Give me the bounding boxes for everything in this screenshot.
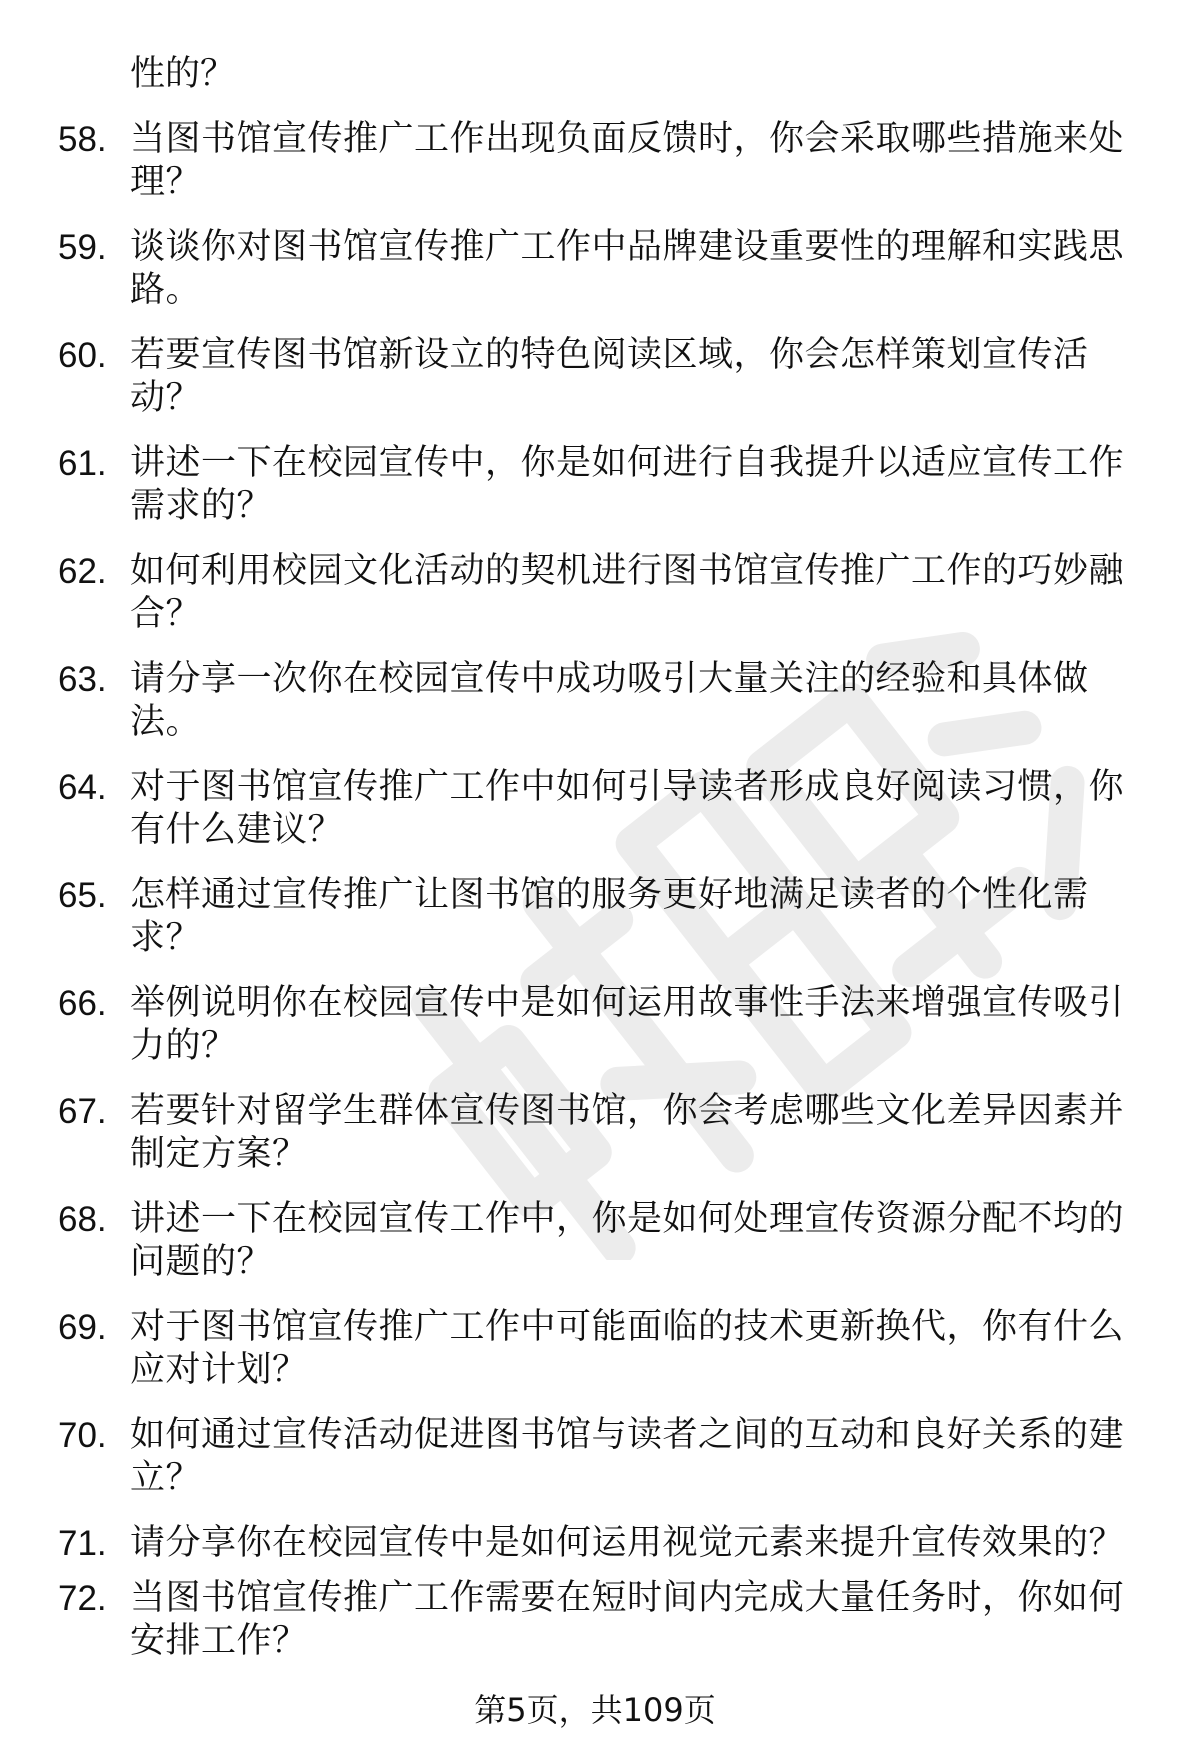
question-number: 68. — [58, 1200, 107, 1239]
list-item — [0, 766, 1140, 852]
question-text: 当图书馆宣传推广工作需要在短时间内完成大量任务时，你如何安排工作？ — [130, 1578, 1125, 1661]
list-item — [0, 1414, 1140, 1500]
continuation-text: 性的？ — [130, 54, 236, 94]
question-list — [0, 118, 1190, 1685]
question-number: 64. — [58, 768, 107, 807]
list-item — [0, 1577, 1140, 1663]
question-text: 若要宣传图书馆新设立的特色阅读区域，你会怎样策划宣传活动？ — [130, 335, 1089, 418]
question-text: 如何利用校园文化活动的契机进行图书馆宣传推广工作的巧妙融合？ — [130, 551, 1125, 634]
list-item — [0, 334, 1140, 420]
list-item — [0, 982, 1140, 1068]
question-text: 对于图书馆宣传推广工作中如何引导读者形成良好阅读习惯，你有什么建议？ — [130, 767, 1125, 850]
list-item — [0, 550, 1140, 636]
question-text: 讲述一下在校园宣传中，你是如何进行自我提升以适应宣传工作需求的？ — [130, 443, 1125, 526]
question-text: 对于图书馆宣传推广工作中可能面临的技术更新换代，你有什么应对计划？ — [130, 1307, 1125, 1390]
list-item — [0, 1198, 1140, 1284]
question-number: 61. — [58, 444, 107, 483]
question-text: 请分享你在校园宣传中是如何运用视觉元素来提升宣传效果的？ — [130, 1523, 1125, 1563]
list-item — [0, 1306, 1140, 1392]
question-number: 67. — [58, 1092, 107, 1131]
question-number: 66. — [58, 984, 107, 1023]
list-item — [0, 226, 1140, 312]
question-number: 59. — [58, 228, 107, 267]
question-number: 65. — [58, 876, 107, 915]
question-text: 怎样通过宣传推广让图书馆的服务更好地满足读者的个性化需求？ — [130, 875, 1089, 958]
question-text: 若要针对留学生群体宣传图书馆，你会考虑哪些文化差异因素并制定方案？ — [130, 1091, 1125, 1174]
list-item — [0, 658, 1140, 744]
list-item — [0, 874, 1140, 960]
question-number: 69. — [58, 1308, 107, 1347]
question-text: 谈谈你对图书馆宣传推广工作中品牌建设重要性的理解和实践思路。 — [130, 227, 1125, 310]
list-item — [0, 1522, 1140, 1565]
list-item — [0, 118, 1140, 204]
question-number: 63. — [58, 660, 107, 699]
question-number: 58. — [58, 120, 107, 159]
question-number: 70. — [58, 1416, 107, 1455]
question-text: 讲述一下在校园宣传工作中，你是如何处理宣传资源分配不均的问题的？ — [130, 1199, 1125, 1282]
question-number: 60. — [58, 336, 107, 375]
question-number: 72. — [58, 1579, 107, 1618]
question-text: 举例说明你在校园宣传中是如何运用故事性手法来增强宣传吸引力的？ — [130, 983, 1125, 1066]
question-text: 请分享一次你在校园宣传中成功吸引大量关注的经验和具体做法。 — [130, 659, 1089, 742]
list-item — [0, 442, 1140, 528]
question-number: 62. — [58, 552, 107, 591]
question-text: 如何通过宣传活动促进图书馆与读者之间的互动和良好关系的建立？ — [130, 1415, 1125, 1498]
question-number: 71. — [58, 1524, 107, 1563]
page-footer: 第5页，共109页 — [474, 1691, 716, 1729]
list-item — [0, 1090, 1140, 1176]
question-text: 当图书馆宣传推广工作出现负面反馈时，你会采取哪些措施来处理？ — [130, 119, 1125, 202]
